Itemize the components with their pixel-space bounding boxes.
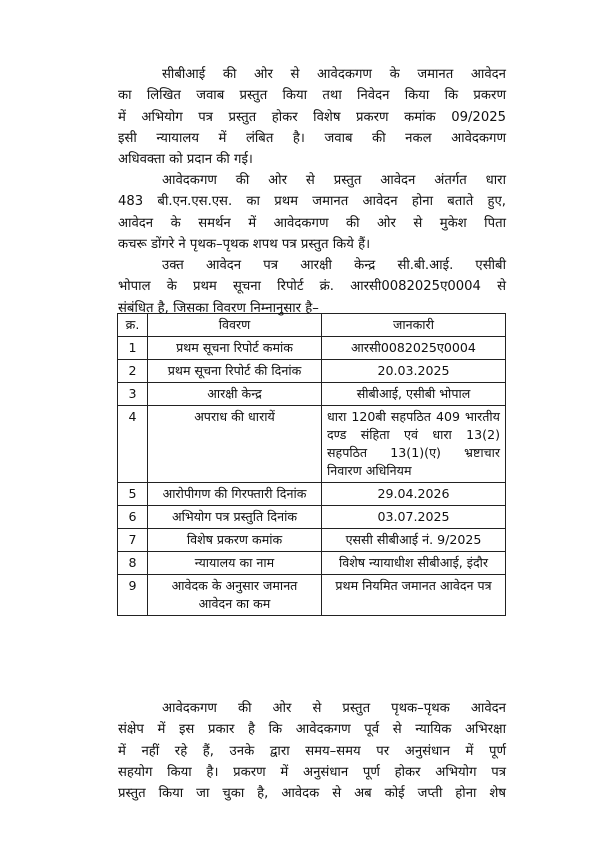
row-description: आवेदक के अनुसार जमानत आवेदन का कम — [148, 575, 322, 616]
row-number: 8 — [118, 552, 148, 575]
text-line: आवेदन के समर्थन में आवेदकगण की ओर से मुकेश पिता — [118, 215, 506, 231]
text-line: भोपाल के प्रथम सूचना रिपोर्ट क्रं. आरसी0082025ए0004 से — [118, 279, 506, 295]
text-line: कचरू डोंगरे ने पृथक–पृथक शपथ पत्र प्रस्तुत किये हैं। — [118, 236, 371, 252]
paragraph-cbi-reply — [118, 64, 506, 170]
row-information: 03.07.2025 — [322, 506, 506, 529]
table-row — [118, 383, 506, 406]
row-number: 2 — [118, 360, 148, 383]
table-row — [118, 506, 506, 529]
table-row — [118, 529, 506, 552]
text-line: आवेदकगण की ओर से प्रस्तुत आवेदन अंतर्गत धारा — [162, 173, 506, 188]
paragraph-fir-reference — [118, 255, 506, 319]
row-information: आरसी0082025ए0004 — [322, 337, 506, 360]
text-line: में नहीं रहे हैं, उनके द्वारा समय–समय पर अनुसंधान में पूर्ण — [118, 743, 506, 759]
row-number: 4 — [118, 406, 148, 483]
paragraph-bail-application — [118, 170, 506, 255]
text-line: संक्षेप में इस प्रकार है कि आवेदकगण पूर्व से न्यायिक अभिरक्षा — [118, 722, 506, 738]
row-description: आरक्षी केन्द्र — [148, 383, 322, 406]
table-row — [118, 552, 506, 575]
row-information: विशेष न्यायाधीश सीबीआई, इंदौर — [322, 552, 506, 575]
case-details-table — [117, 313, 506, 616]
row-number: 7 — [118, 529, 148, 552]
table-row — [118, 483, 506, 506]
text-line: प्रस्तुत किया जा चुका है, आवेदक से अब कोई जप्ती होना शेष — [118, 786, 506, 802]
row-number: 5 — [118, 483, 148, 506]
header-description: विवरण — [148, 314, 322, 337]
text-line: संबंधित है, जिसका विवरण निम्नानुसार है– — [118, 300, 319, 316]
row-number: 1 — [118, 337, 148, 360]
row-description: न्यायालय का नाम — [148, 552, 322, 575]
row-description: अपराध की धारायें — [148, 406, 322, 483]
text-line: आवेदकगण की ओर से प्रस्तुत पृथक–पृथक आवेदन — [162, 701, 506, 716]
text-line: में अभियोग पत्र प्रस्तुत होकर विशेष प्रकरण कमांक 09/2025 — [118, 109, 506, 125]
row-information: एससी सीबीआई नं. 9/2025 — [322, 529, 506, 552]
row-number: 9 — [118, 575, 148, 616]
table-row — [118, 360, 506, 383]
row-information: 29.04.2026 — [322, 483, 506, 506]
table-row — [118, 337, 506, 360]
table-header-row — [118, 314, 506, 337]
text-line: सीबीआई की ओर से आवेदकगण के जमानत आवेदन — [162, 67, 506, 82]
table-row — [118, 575, 506, 616]
row-description: आरोपीगण की गिरफ्तारी दिनांक — [148, 483, 322, 506]
row-number: 6 — [118, 506, 148, 529]
table-row — [118, 406, 506, 483]
row-description: विशेष प्रकरण कमांक — [148, 529, 322, 552]
text-line: का लिखित जवाब प्रस्तुत किया तथा निवेदन किया कि प्रकरण — [118, 88, 506, 104]
row-description: अभियोग पत्र प्रस्तुति दिनांक — [148, 506, 322, 529]
header-information: जानकारी — [322, 314, 506, 337]
text-line: उक्त आवेदन पत्र आरक्षी केन्द्र सी.बी.आई. एसीबी — [162, 258, 506, 273]
text-line: 483 बी.एन.एस.एस. का प्रथम जमानत आवेदन होना बताते हुए, — [118, 194, 506, 210]
header-serial: क्र. — [118, 314, 148, 337]
row-description: प्रथम सूचना रिपोर्ट की दिनांक — [148, 360, 322, 383]
row-description: प्रथम सूचना रिपोर्ट कमांक — [148, 337, 322, 360]
paragraph-applicant-submission — [118, 698, 506, 804]
text-line: सहयोग किया है। प्रकरण में अनुसंधान पूर्ण होकर अभियोग पत्र — [118, 764, 506, 780]
text-line: अधिवक्ता को प्रदान की गई। — [118, 152, 253, 168]
row-information: सीबीआई, एसीबी भोपाल — [322, 383, 506, 406]
row-information: 20.03.2025 — [322, 360, 506, 383]
row-number: 3 — [118, 383, 148, 406]
row-information: धारा 120बी सहपठित 409 भारतीय दण्ड संहिता एवं धारा 13(2) सहपठित 13(1)(ए) भ्रष्टाचार निवारण अधिनियम — [322, 406, 506, 483]
row-information: प्रथम नियमित जमानत आवेदन पत्र — [322, 575, 506, 616]
text-line: इसी न्यायालय में लंबित है। जवाब की नकल आवेदकगण — [118, 130, 506, 146]
